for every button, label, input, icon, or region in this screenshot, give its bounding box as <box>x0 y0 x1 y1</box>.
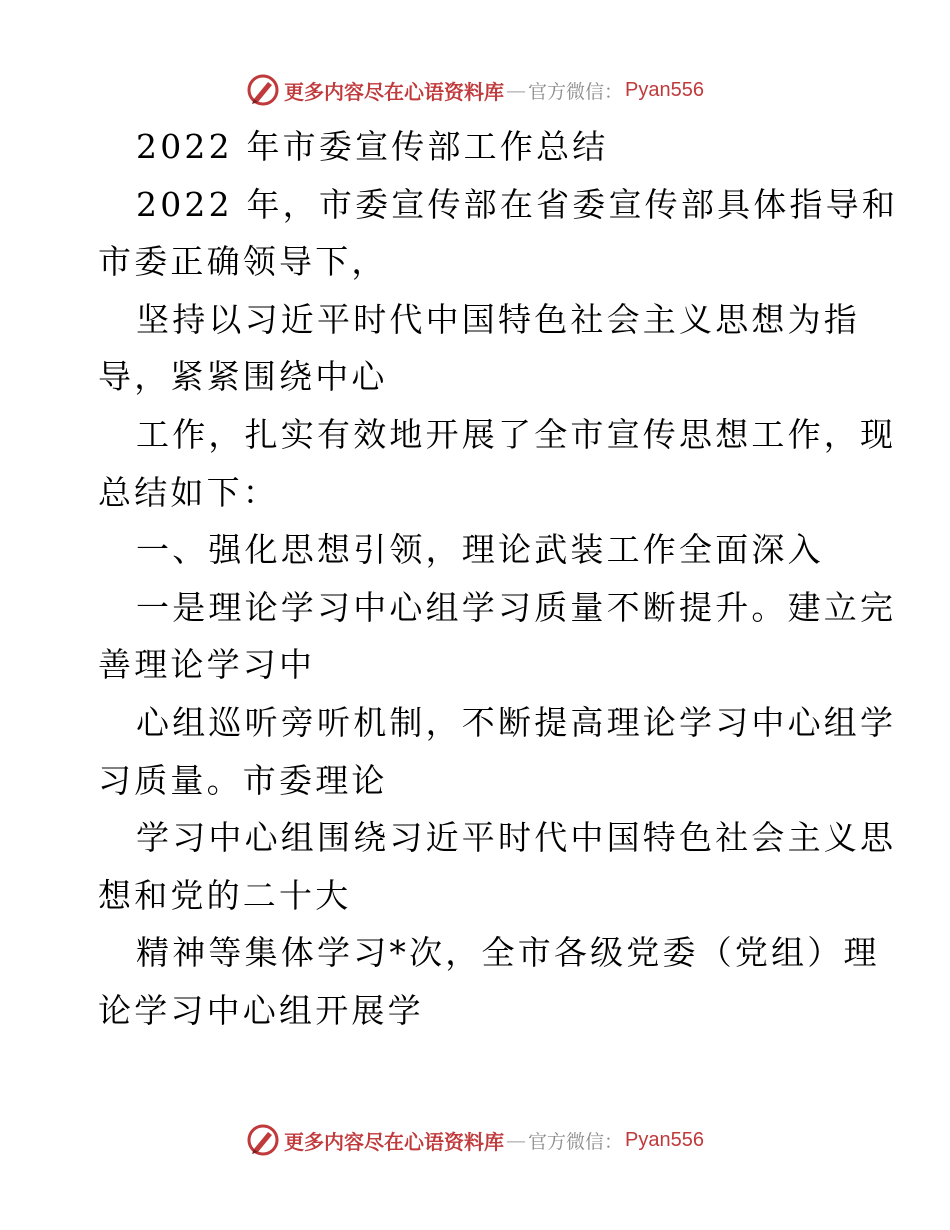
text-line: 坚持以习近平时代中国特色社会主义思想为指 <box>136 299 860 339</box>
pen-circle-logo-icon <box>246 1123 280 1157</box>
text-line: 想和党的二十大 <box>98 875 352 915</box>
document-body <box>98 118 899 1040</box>
text-line: 工作，扎实有效地开展了全市宣传思想工作，现 <box>136 414 897 454</box>
banner-wechat-label: 官方微信： <box>528 1130 624 1153</box>
text-line: 习质量。市委理论 <box>98 760 388 800</box>
banner-title: 更多内容尽在心语资料库 <box>284 79 504 104</box>
banner-wechat-label: 官方微信： <box>528 80 624 103</box>
banner-wechat-id: Pyan556 <box>625 1128 704 1151</box>
banner-title: 更多内容尽在心语资料库 <box>284 1129 504 1154</box>
text-line: 总结如下： <box>98 472 279 512</box>
pen-circle-logo-icon <box>246 73 280 107</box>
text-line: 2022 年，市委宣传部在省委宣传部具体指导和 <box>136 184 899 224</box>
header-banner <box>0 68 950 112</box>
footer-banner <box>0 1118 950 1162</box>
text-line: 市委正确领导下， <box>98 242 388 282</box>
text-line: 2022 年市委宣传部工作总结 <box>136 127 609 166</box>
text-line: 精神等集体学习*次，全市各级党委（党组）理 <box>136 933 880 973</box>
banner-separator: — <box>506 1128 526 1152</box>
text-line: 善理论学习中 <box>98 645 316 685</box>
text-line: 论学习中心组开展学 <box>98 990 424 1030</box>
text-line: 学习中心组围绕习近平时代中国特色社会主义思 <box>136 818 897 858</box>
text-line: 一、强化思想引领，理论武装工作全面深入 <box>136 530 824 570</box>
text-line: 一是理论学习中心组学习质量不断提升。建立完 <box>136 587 897 627</box>
banner-wechat-id: Pyan556 <box>625 78 704 101</box>
text-line: 心组巡听旁听机制，不断提高理论学习中心组学 <box>136 702 897 742</box>
text-line: 导，紧紧围绕中心 <box>98 357 388 397</box>
banner-separator: — <box>506 78 526 102</box>
